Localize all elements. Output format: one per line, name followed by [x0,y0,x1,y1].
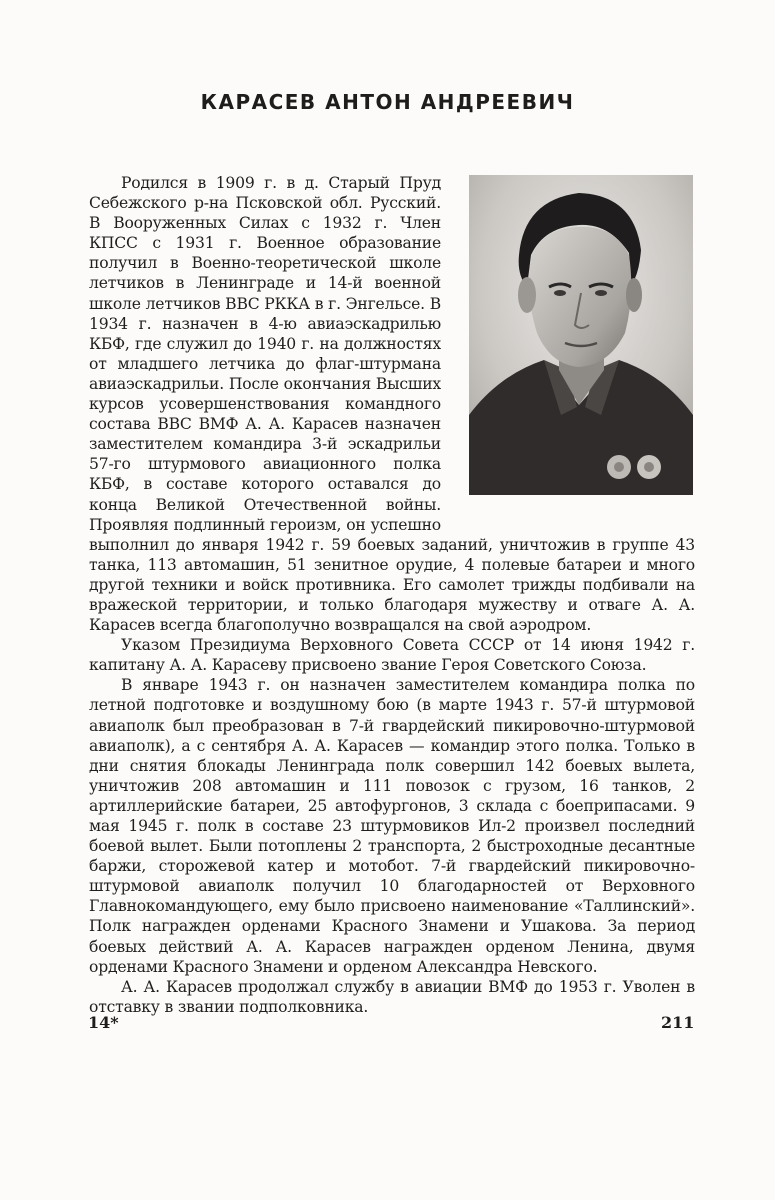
biography-text [89,173,695,1017]
page-number: 211 [661,1013,695,1032]
paragraph-3: В январе 1943 г. он назначен заместителем командира полка по летной подготовке и воздушному бою (в марте 1943 г. 57-й штурмовой авиаполк был преобразован в 7-й гвардейский пикировочно-штурмовой авиаполк), а с сентября А. А. Карасев — командир этого полка. Только в дни снятия блокады Ленинграда полк совершил 142 боевых вылета, уничтожив 208 автомашин и 111 повозок с грузом, 16 танков, 2 артиллерийские батареи, 25 автофургонов, 3 склада с боеприпасами. 9 мая 1945 г. полк в составе 23 штурмовиков Ил-2 произвел последний боевой вылет. Были потоплены 2 транспорта, 2 быстроходные десантные баржи, сторожевой катер и мотобот. 7-й гвардейский пикировочно-штурмовой авиаполк получил 10 благодарностей от Верховного Главнокомандующего, ему было присвоено наименование «Таллинский». Полк награжден орденами Красного Знамени и Ушакова. За период боевых действий А. А. Карасев награжден орденом Ленина, двумя орденами Красного Знамени и орденом Александра Невского. [89,676,695,976]
paragraph-2: Указом Президиума Верховного Совета СССР от 14 июня 1942 г. капитану А. А. Карасеву присвоено звание Героя Советского Союза. [89,636,695,675]
page-title: КАРАСЕВ АНТОН АНДРЕЕВИЧ [200,90,575,114]
signature-mark: 14* [88,1013,119,1032]
portrait-container [461,173,693,503]
portrait-photo [469,175,693,495]
paragraph-1: Родился в 1909 г. в д. Старый Пруд Себежского р-на Псковской обл. Русский. В Вооруженных Силах с 1932 г. Член КПСС с 1931 г. Военное образование получил в Военно-теоретической школе летчиков в Ленинграде и 14-й военной школе летчиков ВВС РККА в г. Энгельсе. В 1934 г. назначен в 4-ю авиаэскадрилью КБФ, где служил до 1940 г. на должностях от младшего летчика до флаг-штурмана авиаэскадрильи. После окончания Высших курсов усовершенствования командного состава ВВС ВМФ А. А. Карасев назначен заместителем командира 3-й эскадрильи 57-го штурмового авиационного полка КБФ, в составе которого оставался до конца Великой Отечественной войны. Проявляя подлинный героизм, он успешно выполнил до января 1942 г. 59 боевых заданий, уничтожив в группе 43 танка, 113 автомашин, 51 зенитное орудие, 4 полевые батареи и много другой техники и войск противника. Его самолет трижды подбивали на вражеской территории, и только благодаря мужеству и отваге А. А. Карасев всегда благополучно возвращался на свой аэродром. [89,174,695,635]
portrait-image [469,175,693,495]
paragraph-4: А. А. Карасев продолжал службу в авиации ВМФ до 1953 г. Уволен в отставку в звании подполковника. [89,977,695,1016]
